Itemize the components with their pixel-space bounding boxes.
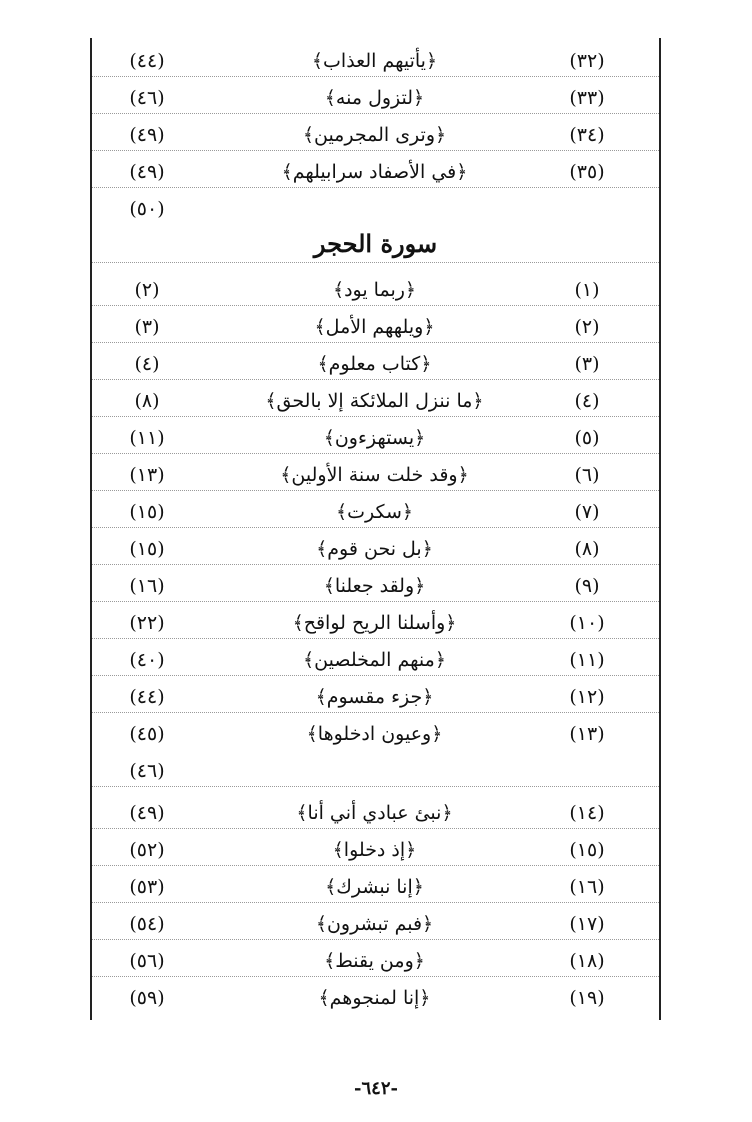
entry-reference: (١٣) — [129, 464, 165, 486]
entry-reference: (٥٦) — [129, 950, 165, 972]
table-row — [92, 571, 659, 602]
entry-number: (٤) — [574, 390, 600, 412]
table-row — [92, 682, 659, 713]
table-row — [92, 83, 659, 114]
entry-reference: (١٥) — [129, 501, 165, 523]
entry-phrase: ﴿وترى المجرمين﴾ — [302, 124, 447, 146]
entry-phrase: ﴿ما ننزل الملائكة إلا بالحق﴾ — [265, 390, 484, 412]
entry-number: (٣٢) — [569, 50, 605, 72]
table-row — [92, 946, 659, 977]
entry-phrase: ﴿منهم المخلصين﴾ — [303, 649, 446, 671]
entry-number: (١٤) — [569, 802, 605, 824]
entry-reference: (٤٦) — [129, 760, 165, 782]
table-row — [92, 983, 659, 1013]
entry-number: (٢) — [574, 316, 600, 338]
table-row — [92, 46, 659, 77]
entry-phrase: ﴿ويلههم الأمل﴾ — [314, 316, 435, 338]
table-row — [92, 349, 659, 380]
entry-number: (٩) — [574, 575, 600, 597]
entry-number: (٣٤) — [569, 124, 605, 146]
entry-number: (١٦) — [569, 876, 605, 898]
entry-reference: (٤٤) — [129, 50, 165, 72]
entry-reference: (١٦) — [129, 575, 165, 597]
entry-phrase: ﴿جزء مقسوم﴾ — [315, 686, 434, 708]
entry-number: (١٧) — [569, 913, 605, 935]
entry-reference: (٥٤) — [129, 913, 165, 935]
surah-title: سورة الحجر — [313, 229, 438, 258]
table-row — [92, 756, 659, 787]
entry-phrase: ﴿وعيون ادخلوها﴾ — [306, 723, 443, 745]
table-row — [92, 157, 659, 188]
entry-reference: (٥٢) — [129, 839, 165, 861]
entry-reference: (٢) — [134, 279, 160, 301]
entry-number: (٨) — [574, 538, 600, 560]
entry-reference: (٨) — [134, 390, 160, 412]
entry-number: (١٢) — [569, 686, 605, 708]
entry-number: (٧) — [574, 501, 600, 523]
entry-phrase: ﴿يستهزءون﴾ — [323, 427, 426, 449]
table-row — [92, 798, 659, 829]
entry-number: (١) — [574, 279, 600, 301]
entry-number: (٥) — [574, 427, 600, 449]
entry-number: (٣٣) — [569, 87, 605, 109]
entry-reference: (١١) — [129, 427, 165, 449]
entry-phrase: ﴿بل نحن قوم﴾ — [316, 538, 433, 560]
table-row — [92, 497, 659, 528]
table-row — [92, 608, 659, 639]
entry-number: (١٩) — [569, 987, 605, 1009]
entry-number: (١٠) — [569, 612, 605, 634]
entry-phrase: ﴿فبم تبشرون﴾ — [315, 913, 434, 935]
entry-reference: (٢٢) — [129, 612, 165, 634]
table-row — [92, 312, 659, 343]
entry-number: (١٨) — [569, 950, 605, 972]
entry-number: (١١) — [569, 649, 605, 671]
entry-number: (٣٥) — [569, 161, 605, 183]
entry-phrase: ﴿إذ دخلوا﴾ — [332, 839, 417, 861]
surah-heading — [92, 226, 659, 263]
entry-reference: (٤٥) — [129, 723, 165, 745]
entry-number: (١٥) — [569, 839, 605, 861]
entry-reference: (٤٦) — [129, 87, 165, 109]
table-row — [92, 275, 659, 306]
table-row — [92, 645, 659, 676]
entry-phrase: ﴿وقد خلت سنة الأولين﴾ — [280, 464, 469, 486]
table-row — [92, 835, 659, 866]
entry-phrase: ﴿إنا لمنجوهم﴾ — [318, 987, 431, 1009]
entry-number: (٣) — [574, 353, 600, 375]
table-row — [92, 460, 659, 491]
entry-phrase: ﴿يأتيهم العذاب﴾ — [311, 50, 438, 72]
entry-reference: (١٥) — [129, 538, 165, 560]
entry-phrase: ﴿سكرت﴾ — [335, 501, 414, 523]
entry-reference: (٤٩) — [129, 124, 165, 146]
entry-reference: (٣) — [134, 316, 160, 338]
entry-reference: (٥٠) — [129, 198, 165, 220]
index-page — [90, 38, 661, 1020]
entry-phrase: ﴿ومن يقنط﴾ — [324, 950, 425, 972]
entry-phrase: ﴿كتاب معلوم﴾ — [317, 353, 432, 375]
entry-phrase: ﴿ولقد جعلنا﴾ — [323, 575, 426, 597]
entry-reference: (٤٤) — [129, 686, 165, 708]
entry-reference: (٤٠) — [129, 649, 165, 671]
table-row — [92, 872, 659, 903]
page-number: -٦٤٢- — [354, 1078, 398, 1099]
entry-number: (٦) — [574, 464, 600, 486]
entry-reference: (٤٩) — [129, 161, 165, 183]
table-row — [92, 534, 659, 565]
table-row — [92, 423, 659, 454]
entry-phrase: ﴿لتزول منه﴾ — [324, 87, 425, 109]
entry-phrase: ﴿وأسلنا الريح لواقح﴾ — [292, 612, 457, 634]
entry-phrase: ﴿في الأصفاد سرابيلهم﴾ — [281, 161, 468, 183]
table-row — [92, 909, 659, 940]
entry-reference: (٥٩) — [129, 987, 165, 1009]
table-row — [92, 194, 659, 224]
table-row — [92, 719, 659, 749]
entry-reference: (٤٩) — [129, 802, 165, 824]
table-row — [92, 386, 659, 417]
entry-phrase: ﴿إنا نبشرك﴾ — [325, 876, 424, 898]
entry-reference: (٥٣) — [129, 876, 165, 898]
entry-phrase: ﴿نبئ عبادي أني أنا﴾ — [296, 802, 453, 824]
entry-number: (١٣) — [569, 723, 605, 745]
entry-reference: (٤) — [134, 353, 160, 375]
entry-phrase: ﴿ربما يود﴾ — [332, 279, 417, 301]
table-row — [92, 120, 659, 151]
